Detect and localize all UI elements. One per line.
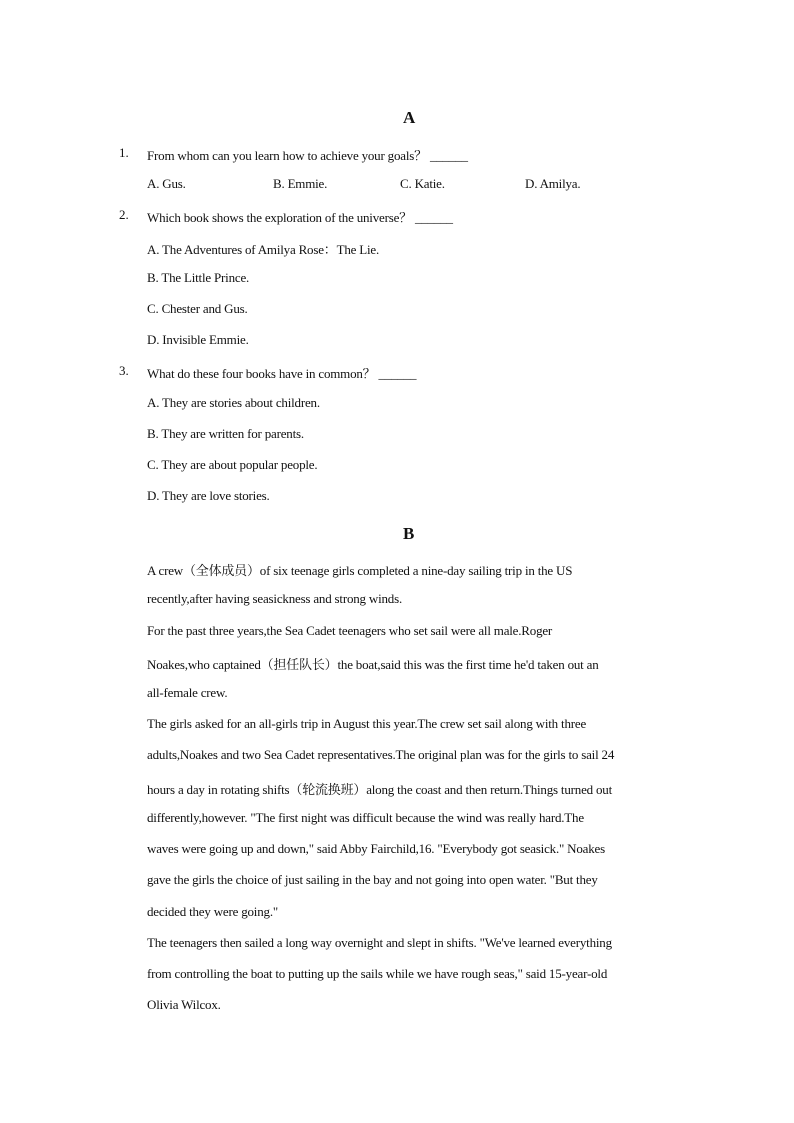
passage-line: gave the girls the choice of just sailing in the bay and not going into open water. "But they xyxy=(147,872,598,887)
passage-line: hours a day in rotating shifts（轮流换班）along the coast and then return.Things turned out xyxy=(147,782,612,797)
section-a-heading: A xyxy=(403,108,416,127)
question-1-option-b: B. Emmie. xyxy=(273,176,328,191)
question-2-option-d: D. Invisible Emmie. xyxy=(147,332,249,347)
question-3-number: 3. xyxy=(119,363,129,378)
passage-line: For the past three years,the Sea Cadet teenagers who set sail were all male.Roger xyxy=(147,623,553,638)
question-1-text: From whom can you learn how to achieve your goals？ ______ xyxy=(147,148,468,163)
passage-line: Noakes,who captained（担任队长）the boat,said this was the first time he'd taken out an xyxy=(147,657,599,672)
passage-line: A crew（全体成员）of six teenage girls completed a nine-day sailing trip in the US xyxy=(147,563,573,578)
question-2-option-c: C. Chester and Gus. xyxy=(147,301,248,316)
passage-line: recently,after having seasickness and strong winds. xyxy=(147,591,403,606)
question-3-text: What do these four books have in common？ ______ xyxy=(147,366,417,381)
passage-line: Olivia Wilcox. xyxy=(147,997,221,1012)
passage-line: The teenagers then sailed a long way overnight and slept in shifts. "We've learned everything xyxy=(147,935,612,950)
question-2-option-a: A. The Adventures of Amilya Rose：The Lie. xyxy=(147,242,380,257)
passage-line: all-female crew. xyxy=(147,685,228,700)
question-3-option-c: C. They are about popular people. xyxy=(147,457,318,472)
question-2-number: 2. xyxy=(119,207,129,222)
passage-line: decided they were going." xyxy=(147,904,278,919)
passage-line: waves were going up and down," said Abby Fairchild,16. "Everybody got seasick." Noakes xyxy=(147,841,605,856)
passage-line: adults,Noakes and two Sea Cadet representatives.The original plan was for the girls to sail 24 xyxy=(147,747,615,762)
question-1-option-c: C. Katie. xyxy=(400,176,445,191)
question-2-option-b: B. The Little Prince. xyxy=(147,270,250,285)
question-2-text: Which book shows the exploration of the universe？ ______ xyxy=(147,210,453,225)
section-b-heading: B xyxy=(403,524,415,543)
question-3-option-d: D. They are love stories. xyxy=(147,488,270,503)
question-1-number: 1. xyxy=(119,145,129,160)
question-3-option-a: A. They are stories about children. xyxy=(147,395,320,410)
question-1-option-a: A. Gus. xyxy=(147,176,186,191)
passage-line: The girls asked for an all-girls trip in August this year.The crew set sail along with three xyxy=(147,716,587,731)
question-3-option-b: B. They are written for parents. xyxy=(147,426,304,441)
passage-line: from controlling the boat to putting up the sails while we have rough seas," said 15-year-old xyxy=(147,966,608,981)
passage-line: differently,however. "The first night was difficult because the wind was really hard.The xyxy=(147,810,584,825)
question-1-option-d: D. Amilya. xyxy=(525,176,581,191)
